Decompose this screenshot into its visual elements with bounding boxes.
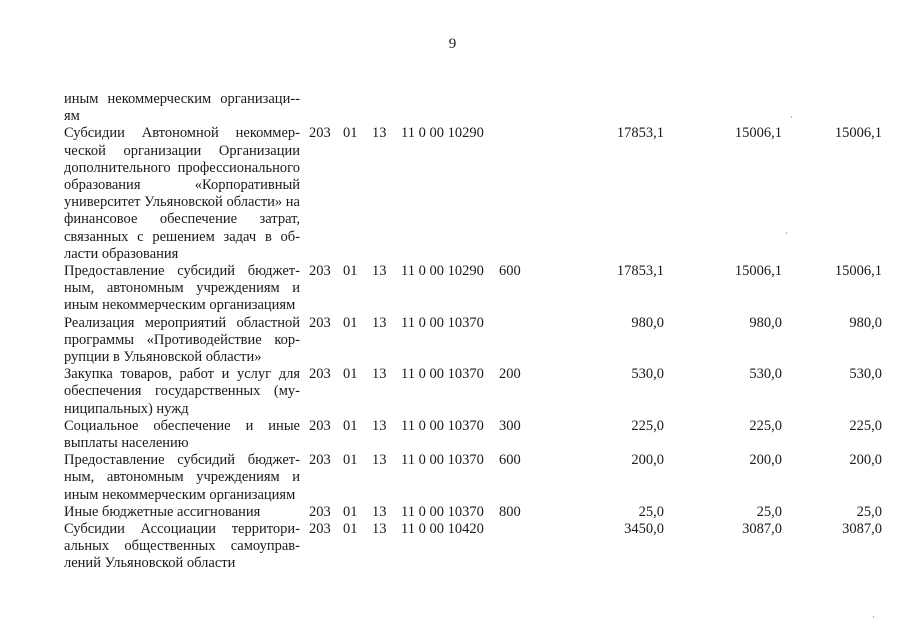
subsection-code: 13 (372, 263, 387, 280)
row-description: Субсидии Ассоциации территориальных общественных самоуправлений Ульяновской области (64, 521, 300, 572)
amount-year-1: 3450,0 (624, 521, 664, 538)
section-code: 01 (343, 452, 358, 469)
amount-year-3: 530,0 (849, 366, 882, 383)
expense-type-code: 200 (499, 366, 521, 383)
section-code: 01 (343, 314, 358, 331)
gov-code: 203 (309, 366, 331, 383)
table-row (64, 366, 882, 418)
page-number: 9 (448, 36, 457, 52)
gov-code: 203 (309, 452, 331, 469)
amount-year-1: 225,0 (631, 417, 664, 434)
section-code: 01 (343, 263, 358, 280)
row-description: Закупка товаров, работ и услуг для обеспечения государственных (муниципальных) нужд (64, 366, 300, 417)
amount-year-2: 25,0 (756, 503, 782, 520)
budget-table (64, 91, 882, 573)
expense-type-code: 800 (499, 503, 521, 520)
target-article-code: 11 0 00 10370 (401, 314, 484, 331)
section-code: 01 (343, 366, 358, 383)
row-description: Социальное обеспечение и иные выплаты населению (64, 417, 300, 452)
scan-speck: · (790, 112, 793, 122)
row-description: Иные бюджетные ассигнования (64, 503, 261, 520)
target-article-code: 11 0 00 10370 (401, 417, 484, 434)
target-article-code: 11 0 00 10370 (401, 366, 484, 383)
target-article-code: 11 0 00 10370 (401, 452, 484, 469)
gov-code: 203 (309, 417, 331, 434)
row-description: Предоставление субсидий бюджетным, автономным учреждениям и иным некоммерческим организациям (64, 452, 300, 503)
table-row (64, 125, 882, 263)
subsection-code: 13 (372, 452, 387, 469)
subsection-code: 13 (372, 503, 387, 520)
amount-year-1: 980,0 (631, 314, 664, 331)
gov-code: 203 (309, 314, 331, 331)
gov-code: 203 (309, 503, 331, 520)
amount-year-2: 15006,1 (734, 263, 782, 280)
subsection-code: 13 (372, 314, 387, 331)
table-row (64, 314, 882, 367)
expense-type-code: 300 (499, 417, 521, 434)
amount-year-3: 200,0 (849, 452, 882, 469)
target-article-code: 11 0 00 10370 (401, 503, 484, 520)
table-row (64, 417, 882, 452)
row-description: иным некоммерческим организаци-ям (64, 91, 300, 125)
subsection-code: 13 (372, 521, 387, 538)
row-description: Реализация мероприятий областной программы «Противодействие коррупции в Ульяновской области» (64, 314, 300, 366)
section-code: 01 (343, 521, 358, 538)
section-code: 01 (343, 125, 358, 142)
amount-year-3: 15006,1 (834, 263, 882, 280)
target-article-code: 11 0 00 10420 (401, 521, 484, 538)
scan-speck: · (872, 612, 875, 622)
amount-year-1: 25,0 (638, 503, 664, 520)
amount-year-2: 200,0 (749, 452, 782, 469)
target-article-code: 11 0 00 10290 (401, 125, 484, 142)
table-row (64, 91, 300, 125)
table-row (64, 521, 882, 573)
gov-code: 203 (309, 263, 331, 280)
amount-year-2: 225,0 (749, 417, 782, 434)
amount-year-3: 225,0 (849, 417, 882, 434)
scan-speck: · (785, 228, 788, 238)
amount-year-3: 980,0 (849, 314, 882, 331)
expense-type-code: 600 (499, 452, 521, 469)
table-row (64, 452, 882, 504)
section-code: 01 (343, 503, 358, 520)
amount-year-3: 3087,0 (842, 521, 882, 538)
table-row (64, 503, 882, 521)
gov-code: 203 (309, 125, 331, 142)
table-row (64, 263, 882, 315)
amount-year-2: 3087,0 (742, 521, 782, 538)
amount-year-3: 15006,1 (834, 125, 882, 142)
subsection-code: 13 (372, 125, 387, 142)
amount-year-2: 15006,1 (734, 125, 782, 142)
subsection-code: 13 (372, 366, 387, 383)
target-article-code: 11 0 00 10290 (401, 263, 484, 280)
row-description: Субсидии Автономной некоммерческой организации Организации дополнительного профессионального образования «Корпоративный университет Ульяновской области» на финансовое обеспечение затрат, связанных с решением задач в области образования (64, 125, 300, 262)
amount-year-2: 980,0 (749, 314, 782, 331)
subsection-code: 13 (372, 417, 387, 434)
amount-year-2: 530,0 (749, 366, 782, 383)
expense-type-code: 600 (499, 263, 521, 280)
amount-year-1: 530,0 (631, 366, 664, 383)
amount-year-1: 200,0 (631, 452, 664, 469)
amount-year-1: 17853,1 (616, 125, 664, 142)
section-code: 01 (343, 417, 358, 434)
row-description: Предоставление субсидий бюджетным, автономным учреждениям и иным некоммерческим организациям (64, 263, 300, 314)
gov-code: 203 (309, 521, 331, 538)
amount-year-3: 25,0 (856, 503, 882, 520)
amount-year-1: 17853,1 (616, 263, 664, 280)
